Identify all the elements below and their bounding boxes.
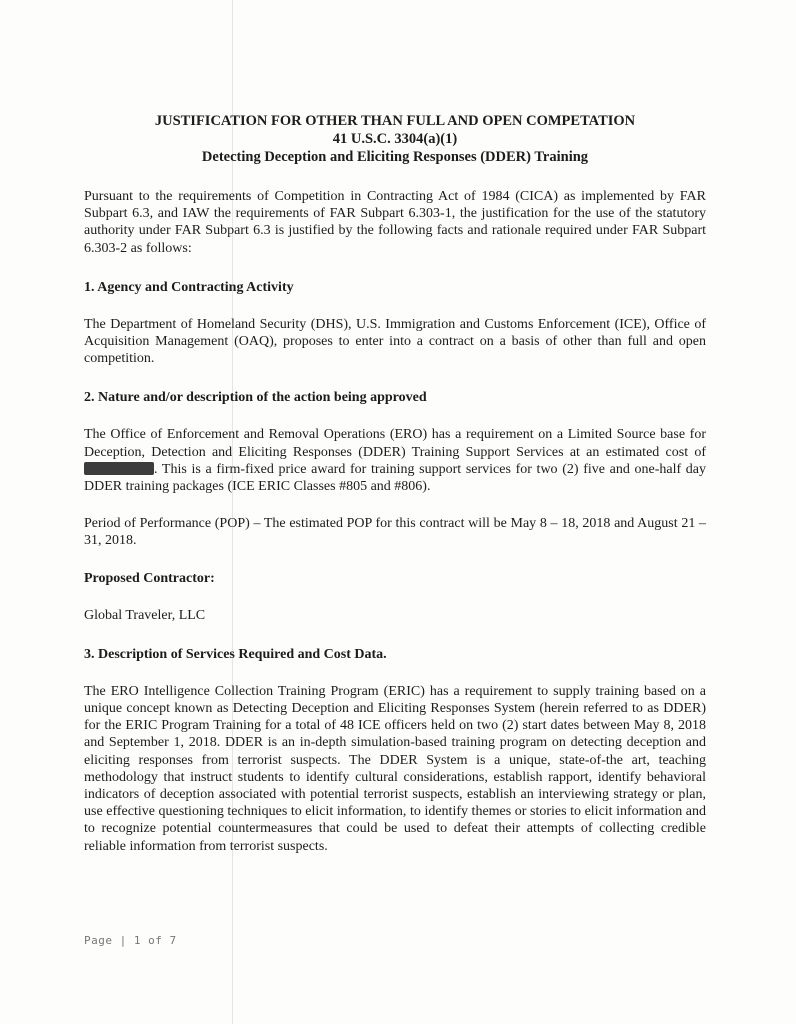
period-of-performance: Period of Performance (POP) – The estimated POP for this contract will be May 8 – 18, 2018 and August 21 – 31, 2018. [84, 516, 706, 549]
title-line-3: Detecting Deception and Eliciting Responses (DDER) Training [201, 149, 589, 165]
section-1-body: The Department of Homeland Security (DHS), U.S. Immigration and Customs Enforcement (ICE), Office of Acquisition Management (OAQ), proposes to enter into a contract on a basis of other than full and open competition. [84, 316, 706, 367]
section-2-body-before: The Office of Enforcement and Removal Operations (ERO) has a requirement on a Limited Source base for Deception, Detection and Eliciting Responses (DDER) Training Support Services at an estimated cost of [84, 427, 706, 460]
title-line-2: 41 U.S.C. 3304(a)(1) [332, 131, 458, 147]
contractor-name: Global Traveler, LLC [84, 607, 206, 623]
title-line-1: JUSTIFICATION FOR OTHER THAN FULL AND OPEN COMPETATION [154, 113, 636, 129]
section-2-heading: 2. Nature and/or description of the action being approved [84, 390, 427, 406]
redacted-cost-block [84, 462, 154, 475]
page-number-footer: Page | 1 of 7 [84, 934, 177, 947]
section-3-heading: 3. Description of Services Required and Cost Data. [84, 646, 387, 662]
document-body [84, 112, 706, 855]
document-title [84, 112, 706, 166]
section-1-heading: 1. Agency and Contracting Activity [84, 279, 294, 295]
section-2-body [84, 426, 706, 495]
intro-paragraph: Pursuant to the requirements of Competition in Contracting Act of 1984 (CICA) as implemented by FAR Subpart 6.3, and IAW the requirements of FAR Subpart 6.303-1, the justification for the use of the statutory authority under FAR Subpart 6.3 is justified by the following facts and rationale required under FAR Subpart 6.303-2 as follows: [84, 189, 706, 256]
section-3-body: The ERO Intelligence Collection Training Program (ERIC) has a requirement to supply training based on a unique concept known as Detecting Deception and Eliciting Responses System (herein referred to as DDER) for the ERIC Program Training for a total of 48 ICE officers held on two (2) start dates between May 8, 2018 and September 1, 2018. DDER is an in-depth simulation-based training program on detecting deception and eliciting responses from terrorist suspects. The DDER System is a unique, state-of-the art, teaching methodology that instruct students to identify cultural considerations, establish rapport, identify behavioral indicators of deception associated with potential terrorist suspects, establish an interviewing strategy or plan, use effective questioning techniques to elicit information, to identify themes or stories to elicit information and to recognize potential countermeasures that could be used to defeat their attempts of collecting credible reliable information from terrorist suspects. [84, 683, 706, 854]
section-2-body-after: . This is a firm-fixed price award for training support services for two (2) five and one-half day DDER training packages (ICE ERIC Classes #805 and #806). [84, 461, 706, 495]
proposed-contractor-label: Proposed Contractor: [84, 570, 215, 586]
